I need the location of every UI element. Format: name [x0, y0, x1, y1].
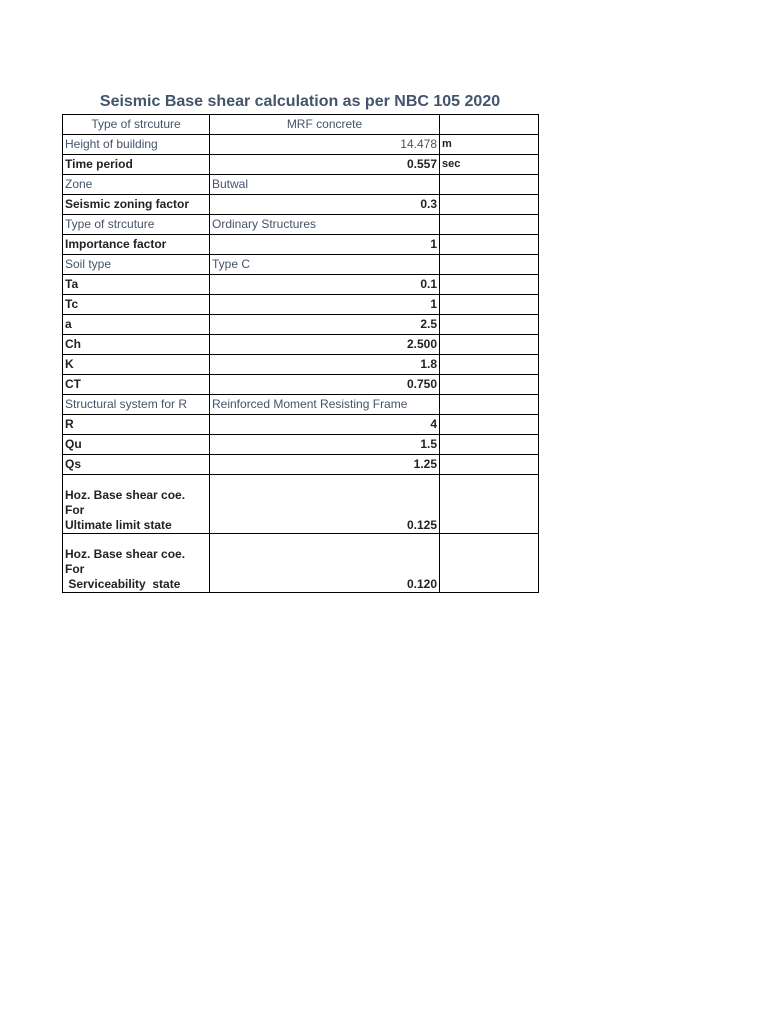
- cell-label[interactable]: R: [63, 415, 210, 435]
- label-line: Hoz. Base shear coe.: [65, 488, 186, 502]
- cell-value[interactable]: Ordinary Structures: [210, 215, 440, 235]
- cell-label[interactable]: Time period: [63, 155, 210, 175]
- cell-unit[interactable]: [440, 195, 539, 215]
- cell-label[interactable]: Qu: [63, 435, 210, 455]
- sheet-title: Seismic Base shear calculation as per NBC 105 2020: [99, 93, 501, 110]
- cell-label[interactable]: a: [63, 315, 210, 335]
- cell-unit[interactable]: [440, 115, 539, 135]
- table-row: [63, 195, 539, 215]
- table-row: [63, 215, 539, 235]
- cell-label[interactable]: Type of strcuture: [63, 115, 210, 135]
- cell-value[interactable]: 0.125: [210, 475, 440, 534]
- table-row: [63, 135, 539, 155]
- cell-unit[interactable]: [440, 335, 539, 355]
- cell-unit[interactable]: [440, 275, 539, 295]
- table-row: [63, 435, 539, 455]
- label-line: Ultimate limit state: [65, 518, 172, 532]
- cell-value[interactable]: 2.5: [210, 315, 440, 335]
- cell-value[interactable]: 2.500: [210, 335, 440, 355]
- cell-label[interactable]: Seismic zoning factor: [63, 195, 210, 215]
- cell-unit[interactable]: [440, 355, 539, 375]
- cell-value[interactable]: 4: [210, 415, 440, 435]
- label-line: Serviceability state: [65, 577, 181, 591]
- cell-label[interactable]: Type of strcuture: [63, 215, 210, 235]
- table-row: [63, 455, 539, 475]
- table-row: [63, 335, 539, 355]
- table-row-serviceability: [63, 534, 539, 593]
- cell-unit[interactable]: [440, 215, 539, 235]
- table-row: [63, 395, 539, 415]
- cell-unit[interactable]: [440, 255, 539, 275]
- table-row: [63, 355, 539, 375]
- label-line: For: [65, 503, 85, 517]
- table-row-ultimate: [63, 475, 539, 534]
- table-row: [63, 415, 539, 435]
- cell-label[interactable]: Ch: [63, 335, 210, 355]
- cell-value[interactable]: 0.1: [210, 275, 440, 295]
- cell-label[interactable]: [63, 475, 210, 534]
- cell-unit[interactable]: sec: [440, 155, 539, 175]
- cell-label[interactable]: Importance factor: [63, 235, 210, 255]
- cell-value[interactable]: 0.120: [210, 534, 440, 593]
- cell-value[interactable]: Reinforced Moment Resisting Frame: [210, 395, 440, 415]
- cell-unit[interactable]: [440, 315, 539, 335]
- table-row: [63, 375, 539, 395]
- cell-label[interactable]: Structural system for R: [63, 395, 210, 415]
- cell-unit[interactable]: [440, 395, 539, 415]
- cell-value[interactable]: 1.8: [210, 355, 440, 375]
- cell-label[interactable]: Ta: [63, 275, 210, 295]
- table-row: [63, 295, 539, 315]
- cell-label[interactable]: [63, 534, 210, 593]
- cell-unit[interactable]: [440, 455, 539, 475]
- cell-value[interactable]: Type C: [210, 255, 440, 275]
- cell-unit[interactable]: [440, 435, 539, 455]
- cell-unit[interactable]: [440, 375, 539, 395]
- cell-value[interactable]: 0.750: [210, 375, 440, 395]
- cell-unit[interactable]: [440, 415, 539, 435]
- table-row: [63, 275, 539, 295]
- cell-value[interactable]: Butwal: [210, 175, 440, 195]
- calculation-table: [62, 114, 539, 593]
- cell-value[interactable]: 1.5: [210, 435, 440, 455]
- cell-value[interactable]: 1: [210, 235, 440, 255]
- cell-label[interactable]: Zone: [63, 175, 210, 195]
- label-line: Hoz. Base shear coe.: [65, 547, 186, 561]
- cell-label[interactable]: Qs: [63, 455, 210, 475]
- cell-unit[interactable]: [440, 475, 539, 534]
- cell-unit[interactable]: [440, 295, 539, 315]
- label-line: For: [65, 562, 85, 576]
- cell-unit[interactable]: [440, 534, 539, 593]
- table-row: [63, 235, 539, 255]
- cell-label[interactable]: Soil type: [63, 255, 210, 275]
- cell-unit[interactable]: [440, 235, 539, 255]
- cell-unit[interactable]: [440, 175, 539, 195]
- cell-label[interactable]: CT: [63, 375, 210, 395]
- table-row: [63, 155, 539, 175]
- cell-value[interactable]: MRF concrete: [210, 115, 440, 135]
- cell-value[interactable]: 1.25: [210, 455, 440, 475]
- table-row: [63, 175, 539, 195]
- cell-label[interactable]: K: [63, 355, 210, 375]
- table-row: [63, 255, 539, 275]
- cell-unit[interactable]: m: [440, 135, 539, 155]
- table-row: [63, 315, 539, 335]
- cell-value[interactable]: 0.3: [210, 195, 440, 215]
- cell-label[interactable]: Height of building: [63, 135, 210, 155]
- cell-value[interactable]: 0.557: [210, 155, 440, 175]
- cell-value[interactable]: 1: [210, 295, 440, 315]
- cell-value[interactable]: 14.478: [210, 135, 440, 155]
- table-row: [63, 115, 539, 135]
- cell-label[interactable]: Tc: [63, 295, 210, 315]
